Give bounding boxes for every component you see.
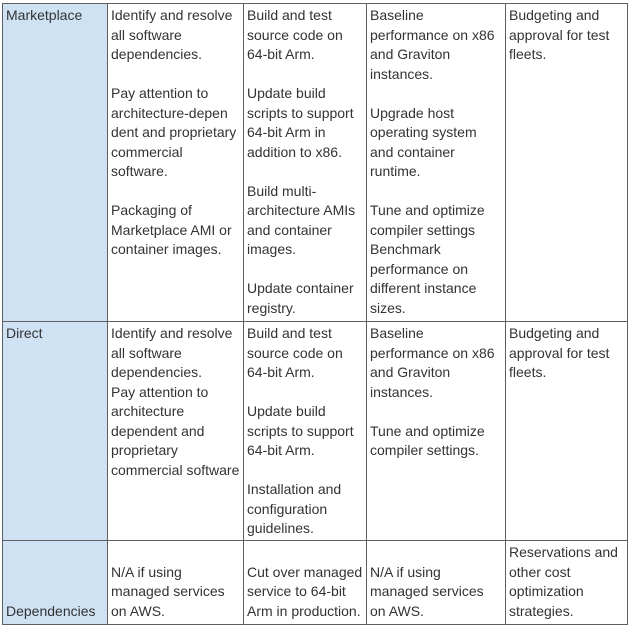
paragraph-spacer [247,461,364,481]
cell-text: N/A if using managed services on AWS. [370,563,484,619]
table-cell [506,541,628,625]
cell-text: Baseline performance on x86 and Graviton instances. [370,325,495,400]
table-cell [108,322,244,541]
cell-text: N/A if using managed services on AWS. [111,563,225,619]
cell-text: Identify and resolve all software dependencies. [111,325,233,380]
table-cell [108,541,244,625]
cell-text: Reservations and other cost optimization strategies. [509,544,618,619]
table-cell [367,4,506,322]
table-row-marketplace [3,4,628,322]
table-cell [108,4,244,322]
cell-text: Update build scripts to support 64-bit Arm in addition to x86. [247,85,354,160]
paragraph-spacer [111,65,241,85]
row-header-label: Dependencies [6,602,96,619]
paragraph-spacer [247,260,364,280]
cell-text: Benchmark performance on different instance sizes. [370,241,477,316]
cell-text: Build and test source code on 64-bit Arm. [247,325,343,380]
cell-text: Baseline performance on x86 and Graviton instances. [370,7,495,82]
table-cell [244,541,367,625]
cell-text: Pay attention to architecture dependent and proprietary commercial software [111,383,240,478]
paragraph-spacer [370,402,503,422]
paragraph-spacer [370,182,503,202]
paragraph-spacer [111,182,241,202]
cell-text: Upgrade host operating system and container runtime. [370,104,477,179]
table-cell [367,541,506,625]
paragraph-spacer [247,162,364,182]
paragraph-spacer [247,65,364,85]
table-cell [244,322,367,541]
paragraph-spacer [370,84,503,104]
cell-text: Installation and configuration guidelines. [247,481,342,536]
cell-text: Update container registry. [247,280,354,316]
table-cell [244,4,367,322]
cell-text: Build multi-architecture AMIs and container images. [247,182,356,257]
table-cell [506,322,628,541]
table-row-dependencies [3,541,628,625]
cell-text: Cut over managed service to 64-bit Arm in production. [247,563,363,619]
cell-text: Packaging of Marketplace AMI or container images. [111,202,232,257]
migration-table [2,3,628,625]
table-cell [367,322,506,541]
paragraph-spacer [247,383,364,403]
cell-text: Identify and resolve all software dependencies. [111,7,233,62]
cell-text: Tune and optimize compiler settings [370,202,485,238]
row-header-dependencies [3,541,108,625]
row-header-marketplace [3,4,108,322]
cell-text: Tune and optimize compiler settings. [370,422,485,458]
row-header-label: Marketplace [6,7,83,23]
cell-text: Budgeting and approval for test fleets. [509,325,610,380]
row-header-direct [3,322,108,541]
row-header-label: Direct [6,325,43,341]
table-row-direct [3,322,628,541]
cell-text: Pay attention to architecture-depen dent and proprietary commercial software. [111,85,237,179]
table-cell [506,4,628,322]
cell-text: Budgeting and approval for test fleets. [509,7,610,62]
cell-text: Build and test source code on 64-bit Arm. [247,7,343,62]
cell-text: Update build scripts to support 64-bit Arm. [247,403,354,458]
